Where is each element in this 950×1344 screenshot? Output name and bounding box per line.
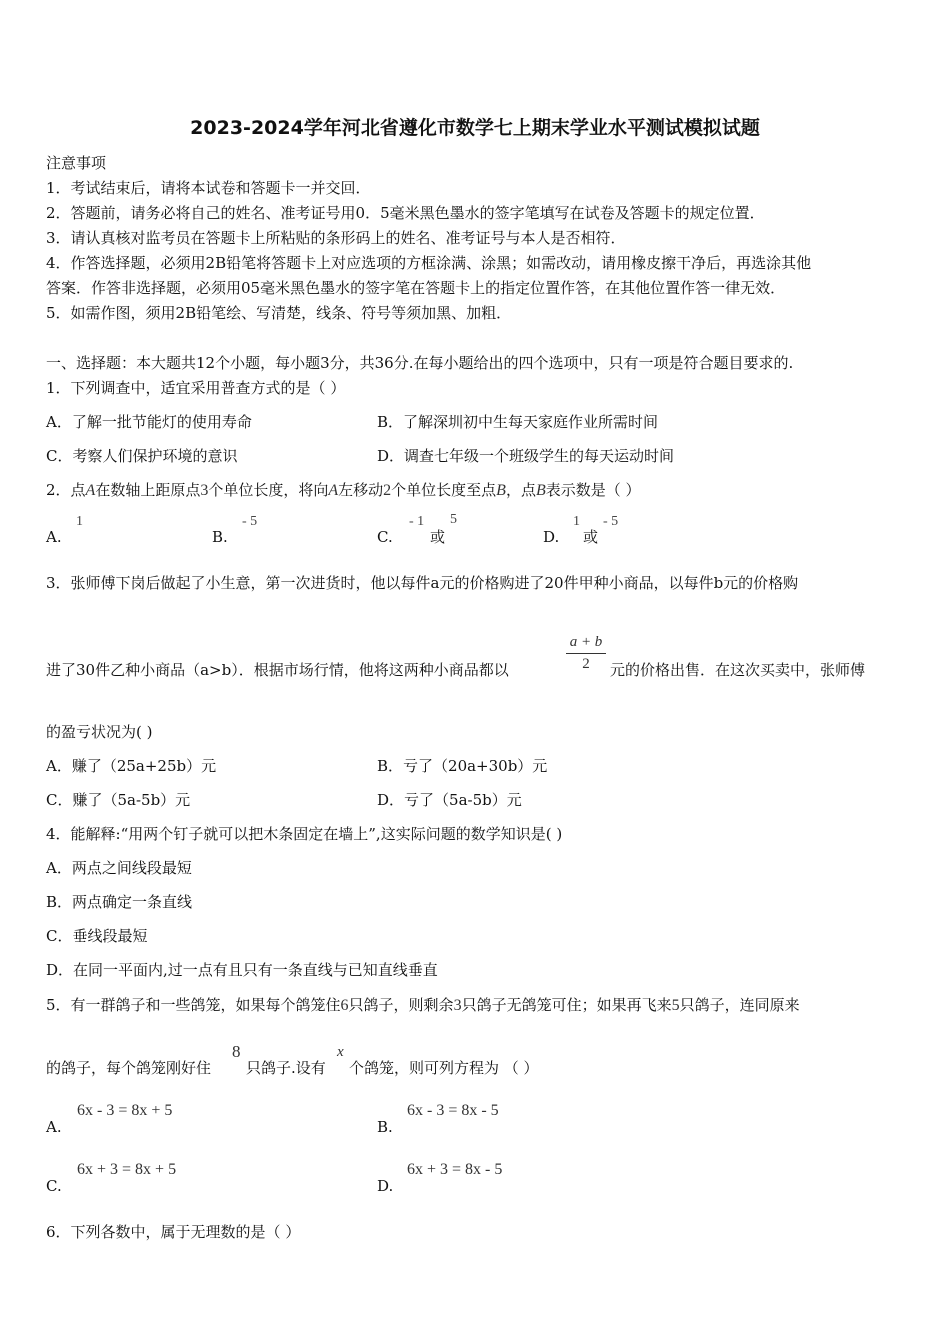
q5-option-c-equation: 6x + 3 = 8x + 5 (77, 1161, 177, 1178)
q3-option-a: A．赚了（25a+25b）元 (46, 757, 217, 775)
q5-option-b-label: B. (377, 1118, 393, 1136)
notice-item: 1．考试结束后，请将本试卷和答题卡一并交回． (46, 179, 371, 197)
question-5-line2a: 的鸽子，每个鸽笼刚好住 (46, 1059, 212, 1077)
page-title: 2023-2024学年河北省遵化市数学七上期末学业水平测试模拟试题 (190, 117, 760, 139)
q2-option-a-value: 1 (76, 514, 83, 529)
q2-option-c-label: C. (377, 528, 393, 546)
q2-option-c-value2: 5 (450, 512, 457, 527)
q5-option-d-equation: 6x + 3 = 8x - 5 (407, 1161, 503, 1178)
q5-option-d-label: D. (377, 1177, 394, 1195)
question-5-line1: 5．有一群鸽子和一些鸽笼，如果每个鸽笼住6只鸽子，则剩余3只鸽子无鸽笼可住；如果再飞来5只鸽子，连同原来 (46, 996, 800, 1014)
q2-option-d-label: D. (543, 528, 560, 546)
q5-option-a-label: A. (46, 1118, 62, 1136)
q5-option-c-label: C. (46, 1177, 62, 1195)
q2-option-b-label: B. (212, 528, 228, 546)
q3-option-d: D．亏了（5a-5b）元 (377, 791, 522, 809)
q2-option-d-value2: - 5 (603, 514, 619, 529)
question-5-line2c: 个鸽笼，则可列方程为 （ ） (349, 1059, 539, 1077)
question-3-line1: 3．张师傅下岗后做起了小生意，第一次进货时，他以每件a元的价格购进了20件甲种小商品，以每件b元的价格购 (46, 574, 799, 592)
notice-item: 4．作答选择题，必须用2B铅笔将答题卡上对应选项的方框涂满、涂黑；如需改动，请用橡皮擦干净后，再选涂其他 (46, 254, 812, 272)
q5-variable-x: x (337, 1044, 344, 1060)
notice-item: 5．如需作图，须用2B铅笔绘、写清楚，线条、符号等须加黑、加粗． (46, 304, 512, 322)
q2-option-c-value1: - 1 (409, 514, 425, 529)
q5-option-a-equation: 6x - 3 = 8x + 5 (77, 1102, 173, 1119)
q3-option-b: B．亏了（20a+30b）元 (377, 757, 548, 775)
q1-option-a: A．了解一批节能灯的使用寿命 (46, 413, 252, 431)
question-4-stem: 4．能解释:“用两个钉子就可以把木条固定在墙上”,这实际问题的数学知识是( ) (46, 825, 563, 843)
q3-fraction-denominator: 2 (582, 656, 590, 672)
q2-option-b-value: - 5 (242, 514, 258, 529)
q4-option-d: D．在同一平面内,过一点有且只有一条直线与已知直线垂直 (46, 961, 438, 979)
notice-heading: 注意事项 (46, 154, 107, 172)
q2-option-a-label: A. (46, 528, 62, 546)
question-3-line2a: 进了30件乙种小商品（a>b）．根据市场行情，他将这两种小商品都以 (46, 661, 509, 679)
q1-option-b: B．了解深圳初中生每天家庭作业所需时间 (377, 413, 659, 431)
q2-option-d-value1: 1 (573, 514, 580, 529)
notice-item: 答案．作答非选择题，必须用05毫米黑色墨水的签字笔在答题卡上的指定位置作答，在其他位置作答一律无效． (46, 279, 786, 297)
q5-option-b-equation: 6x - 3 = 8x - 5 (407, 1102, 499, 1119)
q2-option-c-or: 或 (430, 528, 446, 546)
q5-number-8: 8 (232, 1042, 241, 1061)
q4-option-c: C．垂线段最短 (46, 927, 148, 945)
question-6-stem: 6．下列各数中，属于无理数的是（ ） (46, 1223, 301, 1241)
q1-option-c: C．考察人们保护环境的意识 (46, 447, 238, 465)
question-3-line2b: 元的价格出售．在这次买卖中，张师傅 (610, 661, 866, 679)
question-2-stem: 2．点A在数轴上距原点3个单位长度，将向A左移动2个单位长度至点B，点B表示数是（ ） (46, 481, 641, 499)
notice-item: 3．请认真核对监考员在答题卡上所粘贴的条形码上的姓名、准考证号与本人是否相符． (46, 229, 626, 247)
notice-item: 2．答题前，请务必将自己的姓名、准考证号用0．5毫米黑色墨水的签字笔填写在试卷及答题卡的规定位置． (46, 204, 765, 222)
q4-option-b: B．两点确定一条直线 (46, 893, 193, 911)
question-3-line3: 的盈亏状况为( ) (46, 723, 153, 741)
q3-fraction (566, 634, 606, 673)
question-1-stem: 1．下列调查中，适宜采用普查方式的是（ ） (46, 379, 346, 397)
q1-option-d: D．调查七年级一个班级学生的每天运动时间 (377, 447, 675, 465)
q2-option-d-or: 或 (583, 528, 599, 546)
q4-option-a: A．两点之间线段最短 (46, 859, 192, 877)
section-heading: 一、选择题：本大题共12个小题，每小题3分，共36分.在每小题给出的四个选项中，只有一项是符合题目要求的. (46, 354, 794, 372)
q3-fraction-numerator: a + b (569, 634, 603, 650)
question-5-line2b: 只鸽子.设有 (246, 1059, 326, 1077)
q3-option-c: C．赚了（5a-5b）元 (46, 791, 191, 809)
